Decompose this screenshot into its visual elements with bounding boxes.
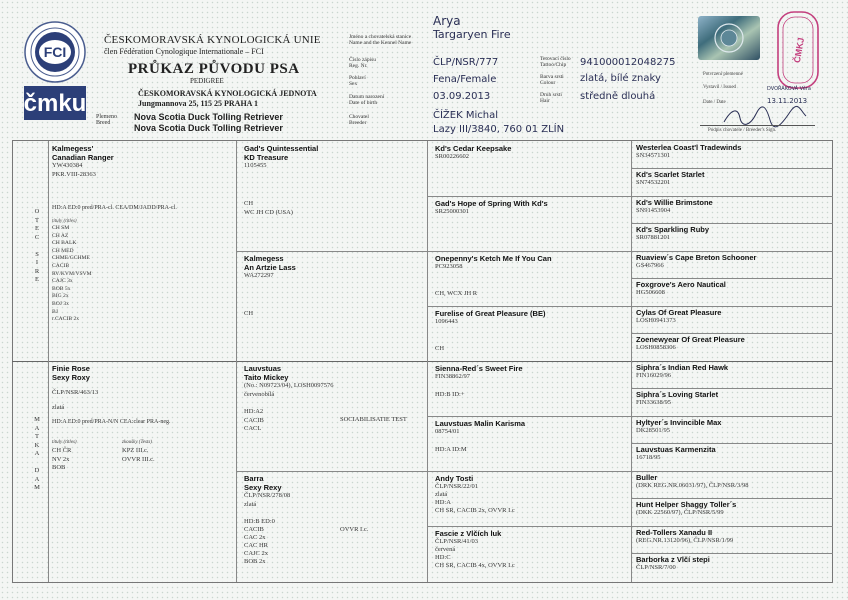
stamp-label: Potvrzení plemenné	[703, 72, 743, 77]
signature-label: Podpis chovatele / Breeder's Sign.	[708, 128, 777, 133]
g3-info: ČLP/NSR/22/01 zlatá HD:A CH SR, CACIB 2x, OVVR I.c	[435, 483, 515, 514]
g4-info: ČLP/NSR/7/00	[636, 564, 676, 571]
hair-label: Druh srsti Hair	[540, 92, 562, 104]
g4-info: FIN16029/96	[636, 372, 672, 379]
sire-cell	[52, 144, 234, 359]
g4-info: (DKK 22560/97), ČLP/NSR/5/99	[636, 509, 724, 516]
g4-info: SN74532201	[636, 179, 671, 186]
svg-text:čmku: čmku	[23, 90, 87, 117]
breed-label: Plemeno Breed	[96, 114, 117, 126]
g4-name: Cylas Of Great Pleasure	[636, 308, 722, 317]
g4-cell	[636, 555, 830, 579]
g3-info: 08754/01	[435, 428, 460, 435]
g2-name: Gad's Quintessential KD Treasure	[244, 144, 319, 162]
g2-titles: HD:B ED:0 CACIB CAC 2x CAC HR CAJC 2x BOB 2x	[244, 518, 275, 565]
name-label: Jméno a chovatelská stanice Name and the Kennel Name	[349, 34, 412, 46]
doc-subtitle: PEDIGREE	[190, 77, 224, 85]
hologram-seal	[698, 16, 760, 60]
g4-name: Kd's Scarlet Starlet	[636, 170, 705, 179]
sire-side-label: O T E C S I R E	[34, 208, 40, 283]
g3-cell	[435, 364, 629, 414]
dam-colour: zlatá	[52, 403, 65, 411]
dam-cell	[52, 364, 234, 579]
dob-label: Datum narození Date of birth	[349, 94, 385, 106]
g3-health: HD:A ID:M	[435, 446, 467, 453]
g4-cell	[636, 445, 830, 469]
g4-cell	[636, 280, 830, 304]
g4-cell	[636, 473, 830, 497]
g2-cell	[244, 144, 425, 249]
sire-name: Kalmegess' Canadian Ranger	[52, 144, 114, 162]
g3-name: Kd's Cedar Keepsake	[435, 144, 512, 153]
g2-test: OVVR I.c.	[340, 526, 369, 533]
g3-name: Andy Tosti	[435, 474, 474, 483]
g3-cell	[435, 144, 629, 194]
g4-info: 16718/95	[636, 454, 661, 461]
sire-titles-label: tituly (titles)	[52, 219, 77, 224]
g2-cell	[244, 474, 425, 580]
cmku-fci-logo	[14, 18, 96, 126]
doc-title: PRŮKAZ PŮVODU PSA	[128, 61, 300, 77]
breed-en: Nova Scotia Duck Tolling Retriever	[134, 123, 283, 133]
g4-cell	[636, 390, 830, 414]
g4-info: LOSH0858306	[636, 344, 676, 351]
g2-test: SOCIABILISATIE TEST	[340, 416, 407, 423]
g4-info: HG506608	[636, 289, 665, 296]
g3-cell	[435, 419, 629, 469]
g4-cell	[636, 528, 830, 552]
dam-exams: KPZ III.c. OVVR III.c.	[122, 447, 155, 463]
g3-name: Sienna-Red´s Sweet Fire	[435, 364, 523, 373]
g3-health: HD:B ID:+	[435, 391, 465, 398]
g4-cell	[636, 418, 830, 442]
org-member: člen Fédération Cynologique Internationale – FCI	[104, 47, 264, 56]
g4-name: Kd's Sparkling Ruby	[636, 225, 710, 234]
dam-side-label: M A T K A D A M	[34, 416, 40, 491]
fci-emblem-icon	[14, 18, 96, 126]
g3-info: SR00226602	[435, 153, 469, 160]
reg-label: Číslo zápisu Reg. Nr.	[349, 57, 377, 69]
g4-info: GS467966	[636, 262, 664, 269]
g3-name: Fascie z Vlčích luk	[435, 529, 502, 538]
g4-info: (DRK REG.NR.06031/97), ČLP/NSR/3/98	[636, 482, 749, 489]
g3-name: Furelise of Great Pleasure (BE)	[435, 309, 546, 318]
g3-info: 1096443	[435, 318, 458, 325]
g4-cell	[636, 335, 830, 359]
g4-name: Buller	[636, 473, 658, 482]
date-label: Date / Date	[703, 100, 726, 105]
g3-name: Gad's Hope of Spring With Kd's	[435, 199, 548, 208]
dog-hair: středně dlouhá	[580, 91, 656, 102]
dam-reg: ČLP/NSR/463/13	[52, 389, 99, 396]
stamp-icon	[772, 10, 824, 90]
g4-cell	[636, 198, 830, 222]
g2-titles: CH	[244, 310, 254, 317]
g3-cell	[435, 529, 629, 580]
g4-name: Barborka z Vlčí stepi	[636, 555, 710, 564]
sire-titles: CH SM CH AZ CH BALK CH MED CHME/GCHME CACIB RV/KVM/VSVM CAJC 3x BOB 5x BIG 2x BOJ 3x BJ r.CACIB 2x	[52, 225, 92, 323]
dog-name-line1: Arya	[433, 14, 461, 28]
g2-info: WA272297	[244, 272, 274, 279]
g2-info: ČLP/NSR/278/08 zlatá	[244, 492, 291, 508]
issuer-name: DVOŘÁKOVÁ Věra	[767, 86, 811, 92]
g4-name: Lauvstuas Karmenzita	[636, 445, 716, 454]
g3-info: PC923058	[435, 263, 463, 270]
g3-info: SR25000301	[435, 208, 469, 215]
breeder-name: ČÍŽEK Michal	[433, 110, 498, 121]
g4-cell	[636, 170, 830, 194]
g4-info: SN91453904	[636, 207, 671, 214]
g3-info: ČLP/NSR/41/03 červená HD:C CH SR, CACIB 4x, OVVR I.c	[435, 538, 515, 569]
g4-cell	[636, 225, 830, 249]
dam-titles: CH ČR NV 2x BOB	[52, 447, 72, 471]
colour-label: Barva srsti Colour	[540, 74, 564, 86]
g4-name: Kd's Willie Brimstone	[636, 198, 713, 207]
org-address: Jungmannova 25, 115 25 PRAHA 1	[138, 99, 259, 108]
org2-name: ČESKOMORAVSKÁ KYNOLOGICKÁ JEDNOTA	[138, 89, 317, 98]
dam-health: HD:A ED:0 pred/PRA-N/N CEA:clear PRA-neg.	[52, 419, 171, 425]
dog-name-line2: Targaryen Fire	[433, 28, 511, 41]
g4-name: Ruaview´s Cape Breton Schooner	[636, 253, 757, 262]
g3-cell	[435, 309, 629, 359]
g4-name: Hyltyer´s Invincible Max	[636, 418, 722, 427]
dam-titles-label: tituly (titles)	[52, 440, 77, 445]
g3-titles: CH	[435, 345, 445, 352]
g4-name: Siphra´s Loving Starlet	[636, 390, 719, 399]
g2-name: Barra Sexy Rexy	[244, 474, 282, 492]
g4-cell	[636, 308, 830, 332]
g4-name: Foxgrove's Aero Nautical	[636, 280, 726, 289]
g4-name: Red-Tollers Xanadu II	[636, 528, 713, 537]
g2-info: 1105455	[244, 162, 267, 169]
hologram-icon	[698, 16, 760, 60]
g4-info: (REG.NR.13120/96), ČLP/NSR/1/99	[636, 537, 734, 544]
issue-date: 13.11.2013	[767, 97, 808, 105]
g3-cell	[435, 199, 629, 249]
g4-info: FIN33638/95	[636, 399, 672, 406]
svg-text:ČMKJ: ČMKJ	[791, 36, 807, 64]
org-name: ČESKOMORAVSKÁ KYNOLOGICKÁ UNIE	[104, 34, 321, 46]
g4-name: Siphra´s Indian Red Hawk	[636, 363, 729, 372]
g4-name: Hunt Helper Shaggy Toller´s	[636, 500, 737, 509]
g4-name: Westerlea Coast'l Tradewinds	[636, 143, 742, 152]
svg-text:FCI: FCI	[43, 44, 67, 60]
g3-info: FIN38862/97	[435, 373, 471, 380]
chip-label: Tetovací číslo Tattoo/Chip	[540, 56, 571, 68]
dog-sex: Fena/Female	[433, 74, 497, 85]
issued-label: Vystavil / Issued	[703, 85, 737, 90]
g2-titles: HD:A2 CACIB CACL	[244, 408, 264, 432]
g2-info: (No.: N09723/04), LOSH0097576 červenobílá	[244, 382, 334, 398]
g4-cell	[636, 143, 830, 167]
g2-cell	[244, 364, 425, 469]
g4-info: DK28501/95	[636, 427, 670, 434]
g4-name: Zoenewyear Of Great Pleasure	[636, 335, 745, 344]
sire-info: YW430384 PKR.VIII-28363	[52, 162, 96, 178]
g3-titles: CH, WCX JH R	[435, 290, 478, 297]
breeder-address: Lazy III/3840, 760 01 ZLÍN	[433, 124, 565, 135]
g2-titles: CH WC JH CD (USA)	[244, 200, 293, 216]
issuer-stamp	[772, 10, 824, 90]
g4-cell	[636, 253, 830, 277]
breed-cz: Nova Scotia Duck Tolling Retriever	[134, 112, 283, 122]
g4-info: SR07881201	[636, 234, 670, 241]
g4-cell	[636, 500, 830, 524]
breeder-label: Chovatel Breeder	[349, 114, 369, 126]
g2-name: Kalmegess An Artzie Lass	[244, 254, 296, 272]
g2-cell	[244, 254, 425, 359]
sire-health: HD:A ED:0 pred/PRA-cl. CEA/DM/JADD/PRA-cl.	[52, 205, 177, 211]
dog-dob: 03.09.2013	[433, 91, 491, 102]
dam-name: Finie Rose Sexy Roxy	[52, 364, 90, 382]
g2-name: Lauvstuas Taito Mickey	[244, 364, 289, 382]
sex-label: Pohlaví Sex	[349, 75, 366, 87]
g4-cell	[636, 363, 830, 387]
g3-name: Onepenny's Ketch Me If You Can	[435, 254, 552, 263]
g4-info: LOSH0941373	[636, 317, 676, 324]
dam-exams-label: zkoušky (Tests)	[122, 440, 152, 445]
dog-colour: zlatá, bílé znaky	[580, 73, 661, 84]
g3-name: Lauvstuas Malin Karisma	[435, 419, 526, 428]
g3-cell	[435, 474, 629, 524]
g3-cell	[435, 254, 629, 304]
dog-reg: ČLP/NSR/777	[433, 57, 499, 68]
g4-info: SN34571301	[636, 152, 671, 159]
dog-chip: 941000012048275	[580, 57, 676, 68]
